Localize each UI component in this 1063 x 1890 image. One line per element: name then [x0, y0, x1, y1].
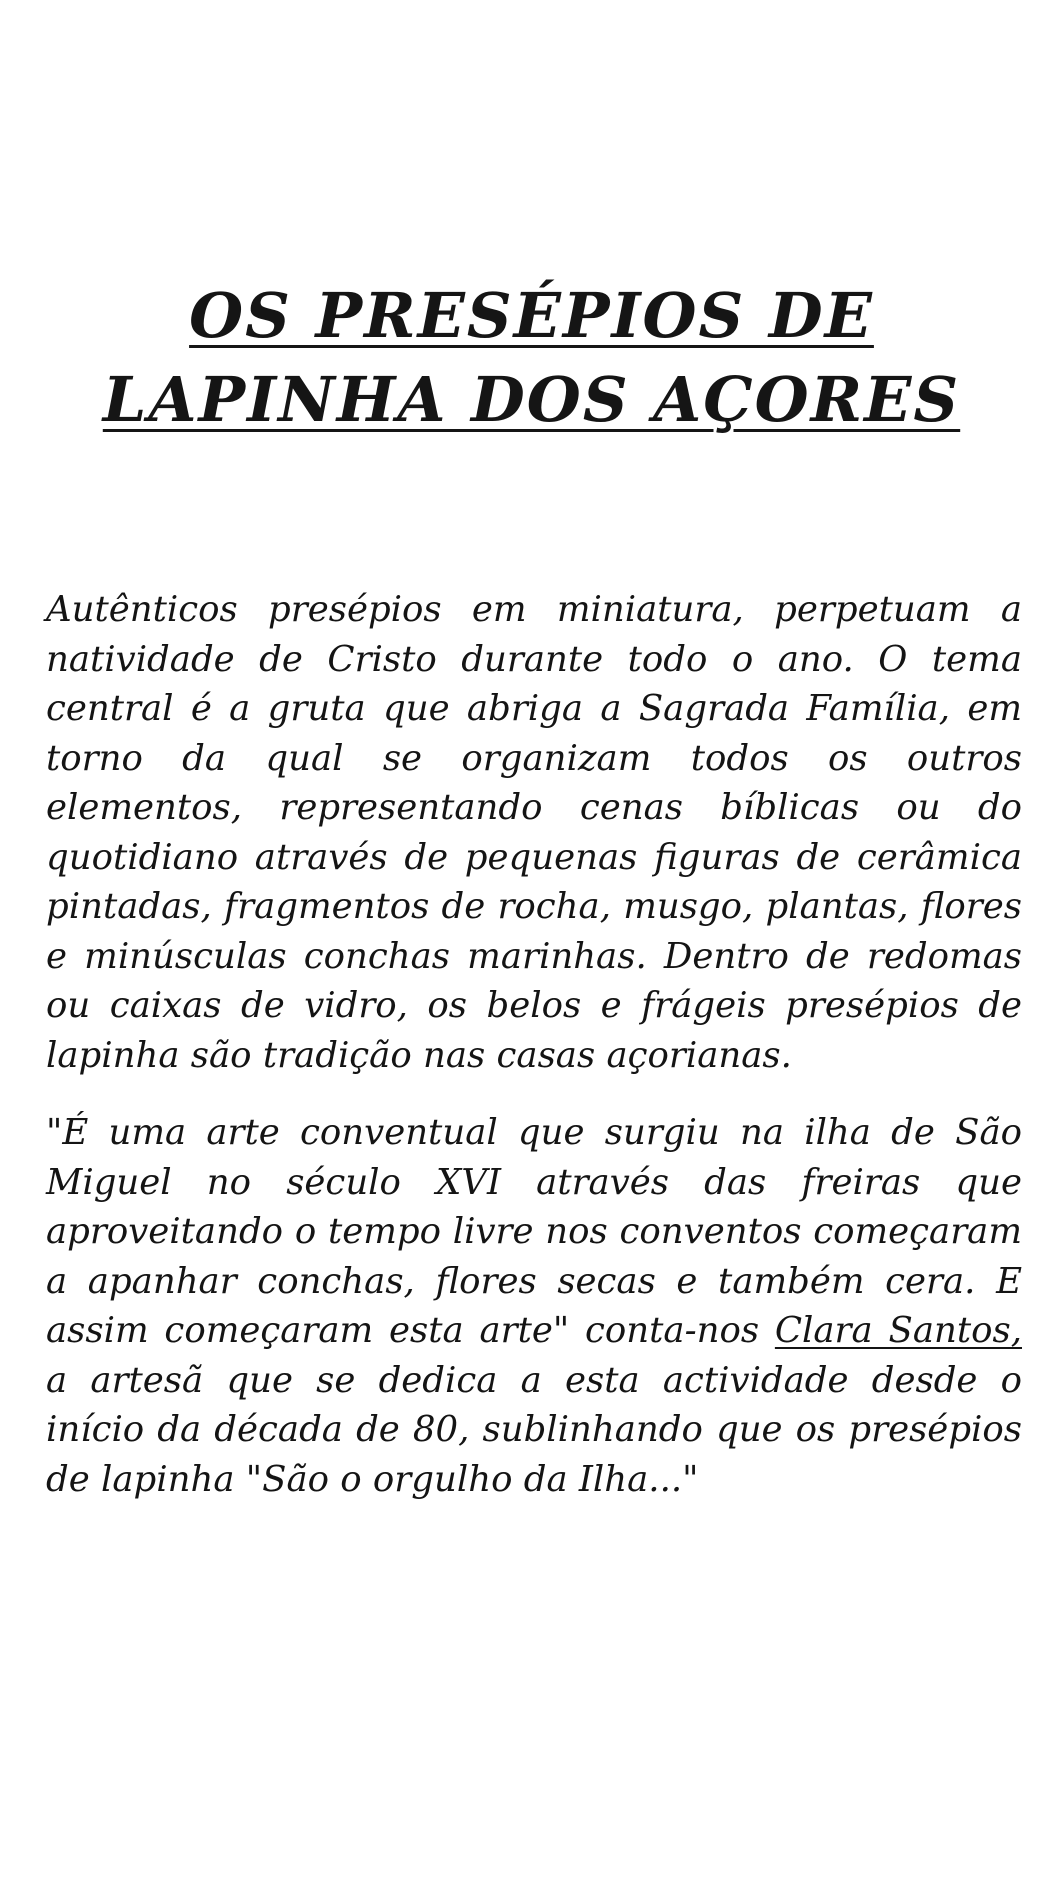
- paragraph-2-continuation: a artesã que se dedica a esta actividade desde o início da década de 80, sublinhando que os presépios de lapinha "São o orgulho da Ilha...": [46, 1359, 1022, 1500]
- document-body: [46, 585, 1022, 1504]
- paragraph-2-quote: "É uma arte conventual que surgiu na ilha de São Miguel no século XVI através das freiras que aproveitando o tempo livre nos conventos começaram a apanhar conchas, flores secas e também cera. E assim começaram esta arte" conta-nos: [46, 1112, 1022, 1351]
- title-line-1: OS PRESÉPIOS DE: [189, 279, 874, 352]
- document-title: [0, 280, 1063, 448]
- artisan-name: Clara Santos,: [774, 1310, 1022, 1351]
- paragraph-2: [46, 1108, 1022, 1504]
- paragraph-1: Autênticos presépios em miniatura, perpetuam a natividade de Cristo durante todo o ano. O tema central é a gruta que abriga a Sagrada Família, em torno da qual se organizam todos os outros elementos, representando cenas bíblicas ou do quotidiano através de pequenas figuras de cerâmica pintadas, fragmentos de rocha, musgo, plantas, flores e minúsculas conchas marinhas. Dentro de redomas ou caixas de vidro, os belos e frágeis presépios de lapinha são tradição nas casas açorianas.: [46, 589, 1022, 1076]
- title-line-2: LAPINHA DOS AÇORES: [102, 363, 961, 436]
